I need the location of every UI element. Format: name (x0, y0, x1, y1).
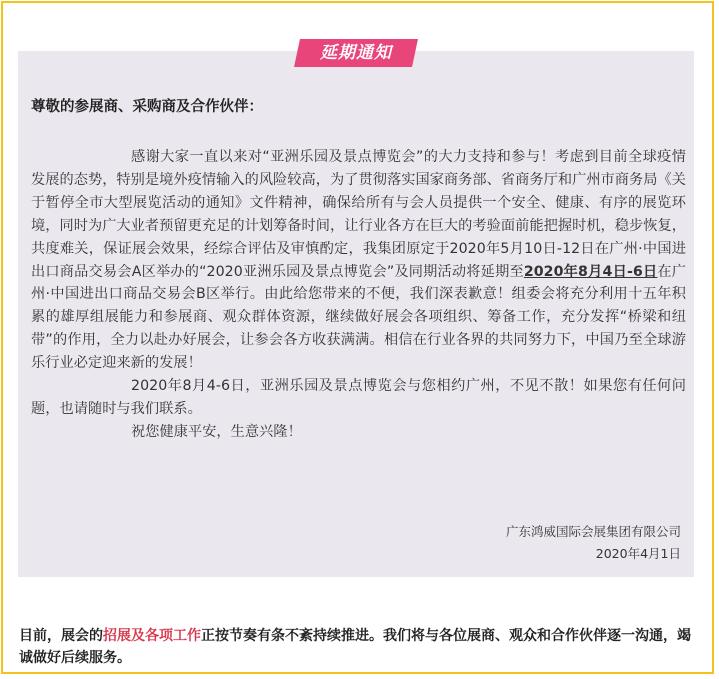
notice-tag: 延期通知 (320, 43, 392, 63)
footer-highlight: 招展及各项工作 (103, 628, 201, 644)
footer-pre: 目前，展会的 (19, 628, 103, 644)
footer-post: 正按节奏有条不紊持续推进。我们将与各位展商、观众和合作伙伴逐一沟通，竭诚做好后续服务。 (19, 628, 691, 666)
salutation: 尊敬的参展商、采购商及合作伙伴： (31, 99, 263, 115)
signature-date: 2020年4月1日 (595, 546, 681, 561)
signature-company: 广东鸿威国际会展集团有限公司 (505, 524, 681, 539)
paragraph-1-text-a: 感谢大家一直以来对“亚洲乐园及景点博览会”的大力支持和参与！考虑到目前全球疫情发展的态势，特别是境外疫情输入的风险较高，为了贯彻落实国家商务部、省商务厅和广州市商务局《关于暂停全市大型展览活动的通知》文件精神，确保给所有与会人员提供一个安全、健康、有序的展览环境，同时为广大业者预留更充足的计划筹备时间，让行业各方在巨大的考验面前能把握时机，稳步恢复，共度难关，保证展会效果，经综合评估及审慎酌定，我集团原定于2020年5月10日-12日在广州·中国进出口商品交易会A区举办的“2020亚洲乐园及景点博览会”及同期活动将延期至 (31, 149, 686, 280)
signature (506, 521, 681, 565)
notice-body (31, 146, 686, 444)
paragraph-1-text-b: 在广州·中国进出口商品交易会B区举行。由此给您带来的不便，我们深表歉意！组委会将充分利用十五年积累的雄厚组展能力和参展商、观众群体资源，继续做好展会各项组织、筹备工作，充分发挥“桥梁和纽带”的作用，全力以赴办好展会，让参会各方收获满满。相信在行业各界的共同努力下，中国乃至全球游乐行业必定迎来新的发展！ (31, 263, 686, 372)
paragraph-1 (31, 146, 686, 375)
footer-note (19, 625, 699, 669)
closing-greeting: 祝您健康平安，生意兴隆！ (131, 423, 302, 440)
paragraph-2: 2020年8月4-6日，亚洲乐园及景点博览会与您相约广州，不见不散！如果您有任何问题，也请随时与我们联系。 (31, 378, 686, 417)
new-date: 2020年8月4日-6日 (523, 263, 658, 280)
